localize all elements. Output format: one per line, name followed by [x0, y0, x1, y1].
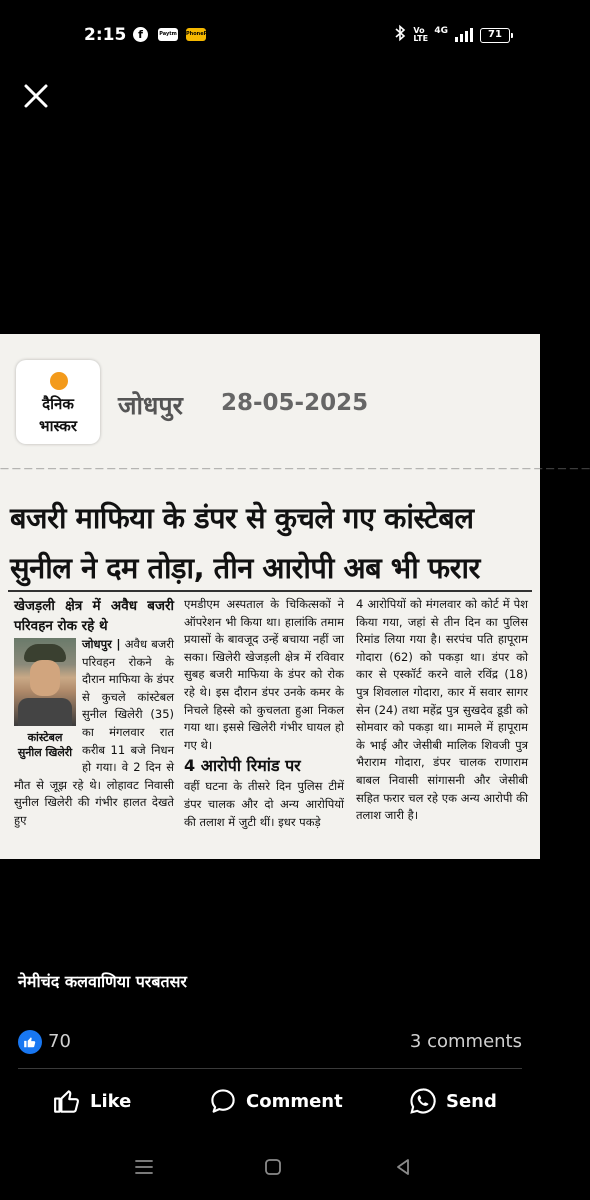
post-author[interactable]: नेमीचंद कलवाणिया परबतसर	[18, 972, 187, 991]
status-indicators	[394, 24, 510, 46]
headline-line-2: सुनील ने दम तोड़ा, तीन आरोपी अब भी फरार	[10, 551, 480, 585]
facebook-notification-icon: f	[133, 27, 148, 42]
whatsapp-icon	[408, 1086, 438, 1116]
dainik-bhaskar-logo	[16, 360, 100, 444]
paytm-notification-icon: Paytm	[158, 28, 178, 41]
logo-sun-icon	[50, 372, 68, 390]
battery-icon: 71	[480, 28, 510, 43]
newspaper-clipping-image[interactable]	[0, 334, 590, 859]
network-type-icon: 4G	[434, 26, 448, 36]
headline-line-1: बजरी माफिया के डंपर से कुचले गए कांस्टेबल	[10, 501, 474, 535]
bluetooth-icon	[394, 25, 406, 45]
logo-line-2: भास्कर	[39, 417, 77, 435]
edition-date: 28-05-2025	[221, 390, 369, 416]
article-col2-text-2: वहीं घटना के तीसरे दिन पुलिस टीमें डंपर चालक और दो अन्य आरोपियों की तलाश में जुटी थीं। इधर पकड़े	[184, 779, 344, 829]
headline-rule	[8, 590, 532, 592]
phonepe-notification-icon: PhonePe	[186, 28, 206, 41]
status-bar	[0, 0, 540, 72]
send-label: Send	[446, 1090, 497, 1112]
article-column-3	[356, 596, 528, 858]
constable-photo	[14, 638, 76, 760]
home-icon	[263, 1157, 283, 1177]
comment-label: Comment	[246, 1090, 343, 1112]
comments-count[interactable]: 3 comments	[409, 1031, 522, 1052]
article-col3-text: 4 आरोपियों को मंगलवार को कोर्ट में पेश किया गया, जहां से तीन दिन का पुलिस रिमांड लिया गया है। सरपंच पति हापूराम गोदारा (62) को पकड़ा था। डंपर को कार से एस्कॉर्ट करने वाले रविंद्र (18) पुत्र शिवलाल गोदारा, कार में सवार सागर सेन (24) तथा महेंद्र पुत्र सुखदेव डूडी को सोमवार को पकड़ा था। मामले में हापूराम के भाई और जेसीबी मालिक शिवजी पुत्र भैराराम गोदारा, डंपर चालक राणाराम बाबल निवासी सांगासनी और जेसीबी सहित फरार चल रहे एक अन्य आरोपी की तलाश जारी है।	[356, 597, 528, 823]
thumbs-up-icon	[52, 1086, 82, 1116]
volte-icon: Vo LTE	[413, 26, 429, 43]
photo-caption: कांस्टेबल सुनील खिलेरी	[17, 731, 73, 759]
close-icon	[22, 82, 50, 110]
article-col2-text: एमडीएम अस्पताल के चिकित्सकों ने ऑपरेशन भी किया था। हालांकि तमाम प्रयासों के बावजूद उन्हें बचाया नहीं जा सका। खिलेरी खेजड़ली क्षेत्र में रविवार सुबह बजरी माफिया के डंपर को रोक रहे थे। इस दौरान डंपर उनके कमर के निचले हिस्से को कुचलता हुआ निकल गया था। इससे खिलेरी गंभीर घायल हो गए थे।	[184, 597, 344, 752]
constable-photo-image	[14, 638, 76, 726]
close-button[interactable]	[18, 78, 54, 114]
comment-button[interactable]	[208, 1083, 343, 1119]
back-button[interactable]	[385, 1150, 421, 1184]
send-button[interactable]	[408, 1083, 497, 1119]
comment-bubble-icon	[208, 1086, 238, 1116]
like-label: Like	[90, 1090, 132, 1112]
back-icon	[393, 1157, 413, 1177]
status-time: 2:15	[84, 25, 127, 45]
article-column-1	[14, 596, 174, 858]
actions-divider	[18, 1068, 522, 1069]
like-reaction-icon	[18, 1030, 42, 1054]
article-col2-subhead: 4 आरोपी रिमांड पर	[184, 756, 301, 776]
article-byline: जोधपुर |	[82, 637, 121, 651]
signal-icon	[455, 28, 473, 42]
article-col1-text: अवैध बजरी परिवहन रोकने के दौरान माफिया के डंपर से कुचले कांस्टेबल सुनील खिलेरी (35) का मंगलवार रात करीब 11 बजे निधन हो गया। वे 2 दिन से मौत से जूझ रहे थे। लोहावट निवासी सुनील खिलेरी की गंभीर हालत देखते हुए	[14, 637, 174, 827]
article-subhead: खेजड़ली क्षेत्र में अवैध बजरी परिवहन रोक रहे थे	[14, 598, 174, 634]
edition-city: जोधपुर	[118, 391, 183, 420]
article-column-2	[184, 596, 344, 858]
home-button[interactable]	[255, 1150, 291, 1184]
recent-apps-button[interactable]	[126, 1150, 162, 1184]
recent-apps-icon	[134, 1158, 154, 1176]
clipped-text-line: — — — — — — — — — — — — — — — — — — — — — — — — — — — — — — — — — — — — — — — — — — — — — — — — — —	[0, 464, 590, 474]
logo-line-1: दैनिक	[42, 395, 74, 413]
reaction-count[interactable]: 70	[48, 1031, 71, 1052]
like-button[interactable]	[52, 1083, 131, 1119]
